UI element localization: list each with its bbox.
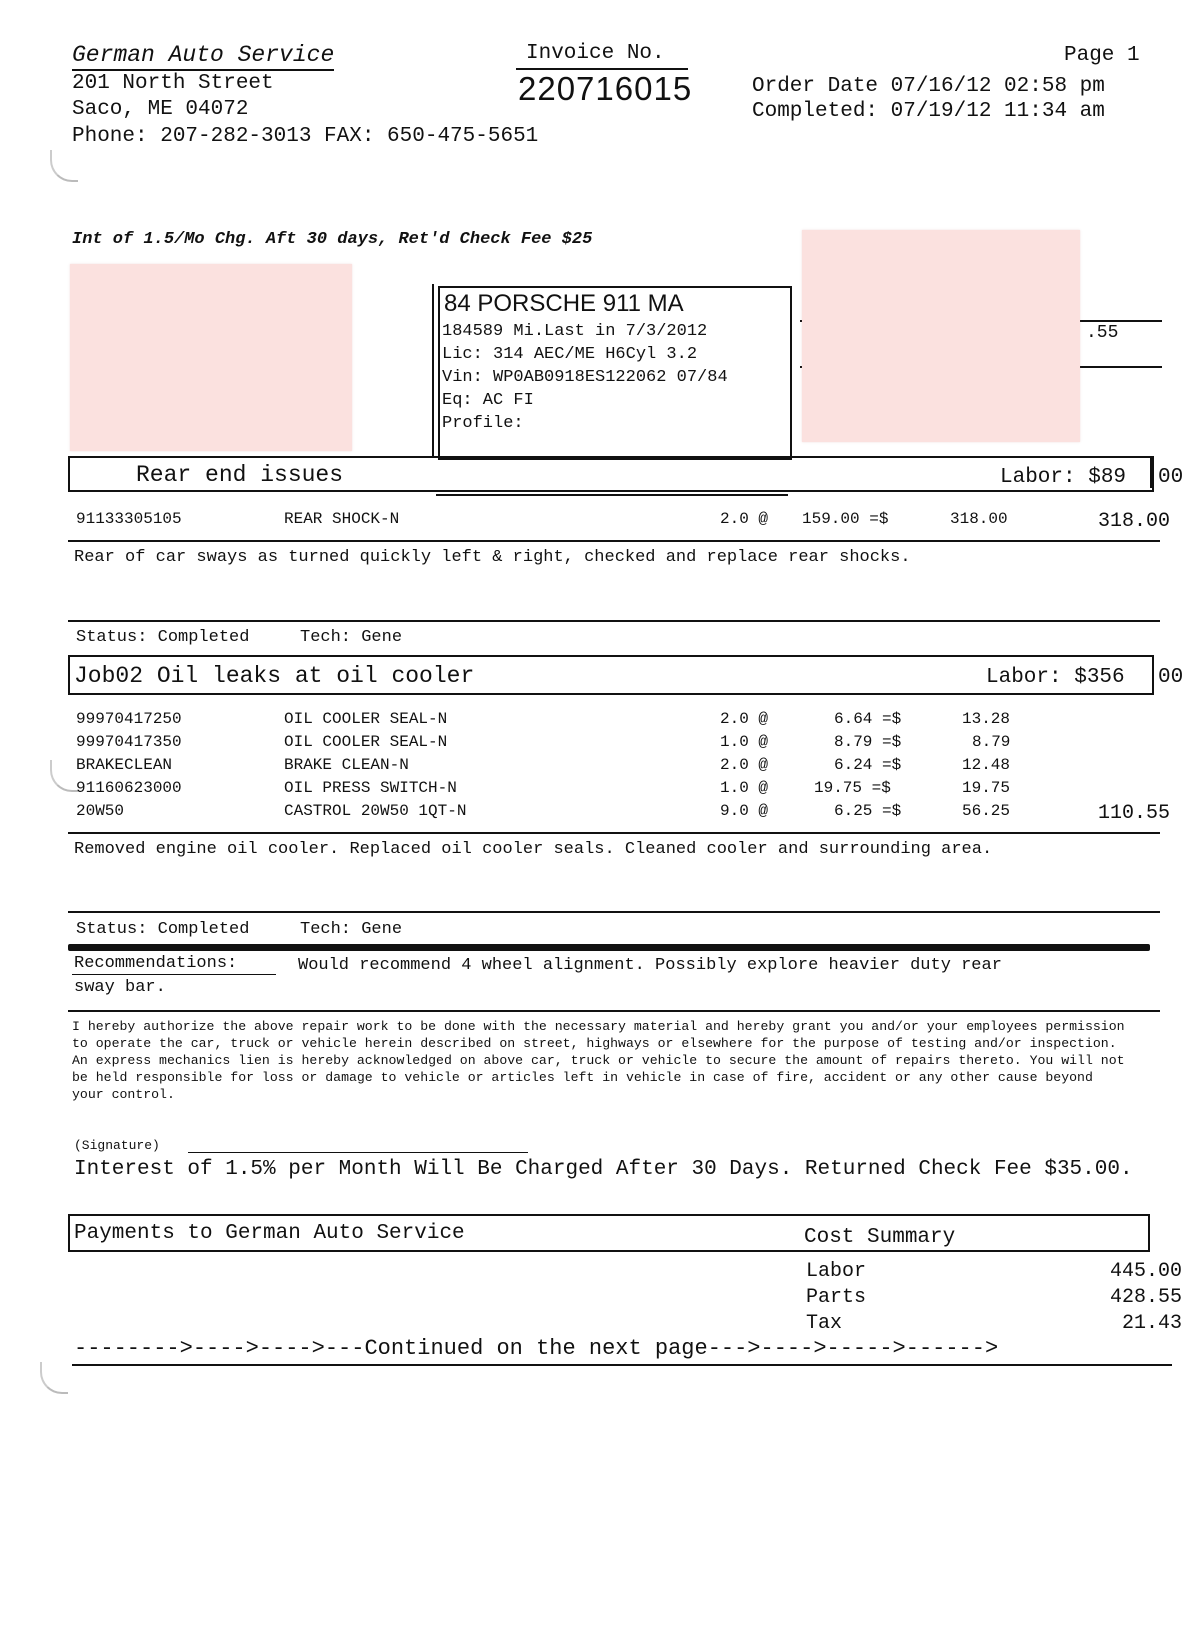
job2-part-desc: OIL PRESS SWITCH-N <box>284 779 457 797</box>
job2-part-no: 20W50 <box>76 802 125 820</box>
cost-summary-title: Cost Summary <box>804 1226 956 1249</box>
shop-city: Saco, ME 04072 <box>72 98 249 121</box>
job2-part-price: 19.75 =$ <box>814 779 891 797</box>
shop-name: German Auto Service <box>72 42 334 71</box>
job1-labor-cents: 00 <box>1158 466 1184 489</box>
vehicle-vin: Vin: WP0AB0918ES122062 07/84 <box>442 368 728 387</box>
vehicle-mileage: 184589 Mi.Last in 7/3/2012 <box>442 322 708 341</box>
recommendations-label: Recommendations: <box>74 954 238 973</box>
job2-part-price: 6.64 =$ <box>834 710 902 728</box>
job2-part-ext: 8.79 <box>972 733 1011 751</box>
signature-line[interactable] <box>188 1152 528 1153</box>
vehicle-profile: Profile: <box>442 414 524 433</box>
job2-parts-total: 110.55 <box>1098 802 1171 825</box>
cost-tax-value: 21.43 <box>1121 1312 1182 1335</box>
job2-part-desc: BRAKE CLEAN-N <box>284 756 409 774</box>
job2-labor: Labor: $356 <box>986 666 1125 689</box>
shop-phone-fax: Phone: 207-282-3013 FAX: 650-475-5651 <box>72 125 539 148</box>
signature-label: (Signature) <box>74 1138 160 1153</box>
punch-hole <box>50 760 78 792</box>
cost-tax-label: Tax <box>806 1312 843 1335</box>
job1-part-ext: 318.00 <box>950 510 1008 528</box>
job1-part-no: 91133305105 <box>76 510 182 528</box>
job2-part-ext: 56.25 <box>962 802 1011 820</box>
job1-part-qty: 2.0 @ <box>720 510 769 528</box>
quotes-fragment: .55 <box>1086 323 1119 343</box>
cost-labor-label: Labor <box>806 1260 867 1283</box>
job2-part-qty: 1.0 @ <box>720 779 769 797</box>
page-number: Page 1 <box>1064 44 1140 67</box>
punch-hole <box>40 1362 68 1394</box>
job2-part-price: 6.25 =$ <box>834 802 902 820</box>
invoice-label: Invoice No. <box>526 42 665 65</box>
vehicle-eq: Eq: AC FI <box>442 391 534 410</box>
job1-parts-total: 318.00 <box>1098 510 1171 533</box>
job1-part-desc: REAR SHOCK-N <box>284 510 400 528</box>
job2-status: Status: Completed <box>76 920 250 939</box>
job2-part-no: 99970417350 <box>76 733 182 751</box>
job2-part-no: 99970417250 <box>76 710 182 728</box>
completed-date: Completed: 07/19/12 11:34 am <box>752 100 1105 123</box>
job2-labor-cents: 00 <box>1158 666 1184 689</box>
job2-part-ext: 13.28 <box>962 710 1011 728</box>
job2-title: Job02 Oil leaks at oil cooler <box>74 663 475 689</box>
recommendations-line1: Would recommend 4 wheel alignment. Possibly explore heavier duty rear <box>298 956 1002 975</box>
job2-part-desc: OIL COOLER SEAL-N <box>284 733 448 751</box>
job1-title: Rear end issues <box>136 462 344 488</box>
terms-top: Int of 1.5/Mo Chg. Aft 30 days, Ret'd Check Fee $25 <box>72 230 593 249</box>
cost-parts-label: Parts <box>806 1286 867 1309</box>
recommendations-line2: sway bar. <box>74 978 166 997</box>
job2-part-no: BRAKECLEAN <box>76 756 173 774</box>
job1-tech: Tech: Gene <box>300 628 403 647</box>
interest-notice: Interest of 1.5% per Month Will Be Charged After 30 Days. Returned Check Fee $35.00. <box>74 1158 1133 1181</box>
job2-tech: Tech: Gene <box>300 920 403 939</box>
job1-labor: Labor: $89 <box>1000 466 1127 489</box>
job2-part-ext: 12.48 <box>962 756 1011 774</box>
invoice-number: 220716015 <box>518 70 693 107</box>
job2-part-desc: CASTROL 20W50 1QT-N <box>284 802 467 820</box>
vehicle-lic: Lic: 314 AEC/ME H6Cyl 3.2 <box>442 345 698 364</box>
redacted-quotes-block <box>802 230 1080 442</box>
job2-part-price: 8.79 =$ <box>834 733 902 751</box>
order-date: Order Date 07/16/12 02:58 pm <box>752 75 1105 98</box>
job2-part-qty: 2.0 @ <box>720 756 769 774</box>
job2-part-ext: 19.75 <box>962 779 1011 797</box>
job2-part-qty: 1.0 @ <box>720 733 769 751</box>
job1-note: Rear of car sways as turned quickly left & right, checked and replace rear shocks. <box>74 548 911 567</box>
thick-separator <box>68 944 1150 951</box>
authorization-text: I hereby authorize the above repair work to be done with the necessary material and hereby grant you and/or your employees permission to operate the car, truck or vehicle herein described on street, highways or elsewhere for the purpose of testing and/or inspection. An express mechanics lien is hereby acknowledged on above car, truck or vehicle to secure the amount of repairs thereto. You will not be held responsible for loss or damage to vehicle or articles left in vehicle in case of fire, accident or any other cause beyond your control. <box>72 1019 1125 1102</box>
job2-part-no: 91160623000 <box>76 779 182 797</box>
job2-note: Removed engine oil cooler. Replaced oil cooler seals. Cleaned cooler and surrounding area. <box>74 840 993 859</box>
job1-part-price: 159.00 =$ <box>802 510 889 528</box>
payments-title: Payments to German Auto Service <box>74 1222 465 1245</box>
punch-hole <box>50 150 78 182</box>
job2-part-desc: OIL COOLER SEAL-N <box>284 710 448 728</box>
job1-status: Status: Completed <box>76 628 250 647</box>
continued-banner: -------->---->---->---Continued on the next page--->---->----->------> <box>74 1336 999 1361</box>
job2-part-price: 6.24 =$ <box>834 756 902 774</box>
job2-part-qty: 9.0 @ <box>720 802 769 820</box>
vehicle-title: 84 PORSCHE 911 MA <box>444 290 684 317</box>
cost-parts-value: 428.55 <box>1109 1286 1182 1309</box>
shop-street: 201 North Street <box>72 72 274 95</box>
cost-labor-value: 445.00 <box>1109 1260 1182 1283</box>
job2-part-qty: 2.0 @ <box>720 710 769 728</box>
redacted-customer-block <box>70 264 352 451</box>
